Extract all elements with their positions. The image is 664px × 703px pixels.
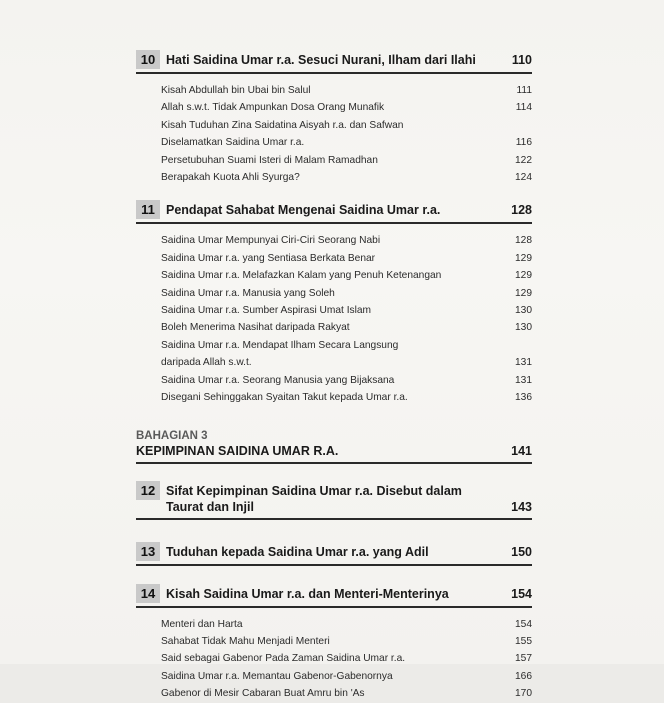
item-page: 114 [515,102,532,114]
chapter-14 [136,584,532,703]
item-title: Said sebagai Gabenor Pada Zaman Saidina Umar r.a. [161,653,406,665]
list-item [161,633,532,650]
list-item [161,685,532,702]
list-item [161,169,532,186]
chapter-title: Hati Saidina Umar r.a. Sesuci Nurani, Ilham dari Ilahi [166,53,476,67]
item-title: Saidina Umar r.a. Sumber Aspirasi Umat Islam [161,305,372,317]
item-page: 129 [515,287,532,299]
list-item [161,354,532,371]
item-title: Saidina Umar r.a. Memantau Gabenor-Gabenornya [161,670,393,682]
item-title: Saidina Umar r.a. yang Sentiasa Berkata Benar [161,252,376,264]
item-title: Berapakah Kuota Ahli Syurga? [161,172,300,184]
item-page: 170 [515,688,532,700]
list-item [161,152,532,169]
chapter-number: 10 [136,50,160,69]
chapter-number: 14 [136,584,160,603]
chapter-number: 13 [136,542,160,561]
list-item [161,134,532,151]
list-item [161,250,532,267]
item-title: Disegani Sehinggakan Syaitan Takut kepada Umar r.a. [161,392,408,404]
item-page: 136 [515,392,532,404]
item-page: 166 [515,670,532,682]
item-page: 155 [515,635,532,647]
item-title: Saidina Umar Mempunyai Ciri-Ciri Seorang Nabi [161,235,381,247]
chapter-10 [136,50,532,186]
chapter-header [136,542,532,566]
chapter-title-line-2: Taurat dan Injil [166,499,254,514]
item-page: 129 [515,270,532,282]
list-item [161,99,532,116]
list-item [161,302,532,319]
list-item [161,82,532,99]
list-item [161,319,532,336]
item-title: Saidina Umar r.a. Melafazkan Kalam yang Penuh Ketenangan [161,270,442,282]
section-title: KEPIMPINAN SAIDINA UMAR R.A. [136,443,339,458]
chapter-number: 11 [136,200,160,219]
item-title: Boleh Menerima Nasihat daripada Rakyat [161,322,350,334]
chapter-items [136,232,532,406]
chapter-13 [136,542,532,566]
item-page: 130 [515,322,532,334]
item-page: 157 [515,653,532,665]
list-item [161,117,532,134]
item-page: 122 [515,154,532,166]
item-page: 128 [515,235,532,247]
chapter-page: 128 [511,203,532,218]
item-title: Diselamatkan Saidina Umar r.a. [161,137,305,149]
chapter-title [166,481,500,515]
item-title: Persetubuhan Suami Isteri di Malam Ramadhan [161,154,378,166]
chapter-title: Pendapat Sahabat Mengenai Saidina Umar r.a. [166,203,441,218]
item-title: Kisah Abdullah bin Ubai bin Salul [161,85,311,96]
chapter-title: Tuduhan kepada Saidina Umar r.a. yang Adil [166,544,429,559]
item-title: Gabenor di Mesir Cabaran Buat Amru bin 'As [161,688,365,700]
list-item [161,389,532,406]
section-label: BAHAGIAN 3 [136,429,208,442]
item-page: 130 [515,305,532,317]
item-title: Saidina Umar r.a. Manusia yang Soleh [161,287,335,299]
item-page: 154 [515,618,532,630]
chapter-header [136,200,532,224]
item-title: Saidina Umar r.a. Mendapat Ilham Secara Langsung [161,339,399,351]
chapter-header [136,481,532,520]
chapter-12 [136,481,532,520]
chapter-header [136,584,532,608]
section-header [136,429,532,464]
chapter-page: 110 [511,53,532,67]
chapter-11 [136,200,532,406]
list-item [161,232,532,249]
list-item [161,668,532,685]
list-item [161,285,532,302]
chapter-page: 150 [511,544,532,559]
chapter-items [136,616,532,703]
item-page: 131 [515,357,532,369]
item-page: 124 [515,172,532,184]
section-page: 141 [511,443,532,458]
chapter-title: Kisah Saidina Umar r.a. dan Menteri-Menterinya [166,586,449,601]
item-title: Allah s.w.t. Tidak Ampunkan Dosa Orang Munafik [161,102,385,114]
chapter-page: 143 [511,499,532,514]
item-page: 116 [515,137,532,149]
item-title: daripada Allah s.w.t. [161,357,252,369]
chapter-header [136,50,532,74]
item-page: 129 [515,252,532,264]
item-title: Saidina Umar r.a. Seorang Manusia yang Bijaksana [161,374,395,386]
item-title: Kisah Tuduhan Zina Saidatina Aisyah r.a. dan Safwan [161,119,404,131]
list-item [161,372,532,389]
item-title: Sahabat Tidak Mahu Menjadi Menteri [161,635,330,647]
section-row [136,443,532,459]
chapter-number: 12 [136,481,160,500]
list-item [161,650,532,667]
list-item [161,616,532,633]
item-page: 111 [516,85,532,96]
chapter-items [136,82,532,186]
item-page: 131 [515,374,532,386]
list-item [161,337,532,354]
chapter-title-line-1: Sifat Kepimpinan Saidina Umar r.a. Disebut dalam [166,483,462,498]
list-item [161,267,532,284]
chapter-page: 154 [511,586,532,601]
table-of-contents [136,50,532,703]
item-title: Menteri dan Harta [161,618,243,630]
